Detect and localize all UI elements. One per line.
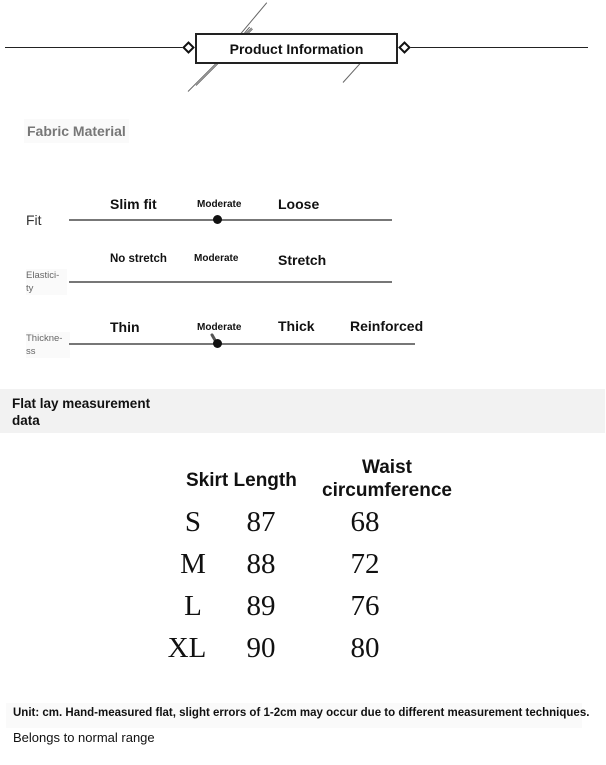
- diamond-ornament-left: [182, 41, 195, 54]
- fit-option-moderate: Moderate: [197, 199, 242, 210]
- fit-option-slim: Slim fit: [110, 196, 157, 212]
- size-cell: M: [180, 548, 206, 580]
- thickness-option-thick: Thick: [278, 318, 315, 334]
- elasticity-option-moderate: Moderate: [194, 253, 239, 264]
- thickness-label-line1: Thickne-: [26, 333, 63, 344]
- range-note: Belongs to normal range: [13, 730, 155, 745]
- thickness-option-reinforced: Reinforced: [350, 318, 424, 334]
- waist-cell: 76: [350, 590, 380, 622]
- elasticity-option-stretch: Stretch: [278, 252, 327, 268]
- measurement-section-header: [0, 389, 605, 433]
- skirt-length-cell: 89: [246, 590, 276, 622]
- column-header-waist-line2: circumference: [322, 480, 452, 501]
- header-rule-left: [5, 47, 185, 48]
- elasticity-label-line1: Elastici-: [26, 270, 60, 281]
- measurement-title-line2: data: [12, 413, 40, 428]
- fabric-material-label: Fabric Material: [24, 119, 129, 143]
- size-cell: XL: [167, 632, 207, 664]
- column-header-skirt-length: Skirt Length: [186, 470, 297, 491]
- fit-label: Fit: [26, 212, 42, 228]
- thickness-label-line2: ss: [26, 346, 36, 357]
- elasticity-label: [26, 269, 67, 295]
- column-header-waist-line1: Waist: [362, 457, 412, 478]
- thickness-option-moderate: Moderate: [197, 322, 242, 333]
- skirt-length-cell: 87: [246, 506, 276, 538]
- section-title-product-information: Product Information: [195, 33, 398, 64]
- fit-option-loose: Loose: [278, 196, 320, 212]
- elasticity-label-line2: ty: [26, 283, 34, 294]
- waist-cell: 80: [350, 632, 380, 664]
- skirt-length-cell: 88: [246, 548, 276, 580]
- diamond-ornament-right: [398, 41, 411, 54]
- unit-note: Unit: cm. Hand-measured flat, slight errors of 1-2cm may occur due to different measurement techniques.: [6, 703, 582, 728]
- measurement-title-line1: Flat lay measurement: [12, 396, 151, 411]
- waist-cell: 72: [350, 548, 380, 580]
- thickness-slider-marker: [213, 339, 222, 348]
- size-cell: S: [184, 506, 202, 538]
- header-rule-right: [410, 47, 588, 48]
- skirt-length-cell: 90: [246, 632, 276, 664]
- thickness-slider-track: [69, 343, 415, 345]
- fit-slider-track: [69, 219, 392, 221]
- thickness-label: [26, 332, 70, 358]
- elasticity-option-no-stretch: No stretch: [110, 253, 167, 265]
- decor-diagonal-line: [343, 61, 362, 82]
- fit-slider-marker: [213, 215, 222, 224]
- elasticity-slider-track: [69, 281, 392, 283]
- column-header-waist: [318, 456, 456, 502]
- waist-cell: 68: [350, 506, 380, 538]
- thickness-option-thin: Thin: [110, 319, 140, 335]
- size-cell: L: [184, 590, 202, 622]
